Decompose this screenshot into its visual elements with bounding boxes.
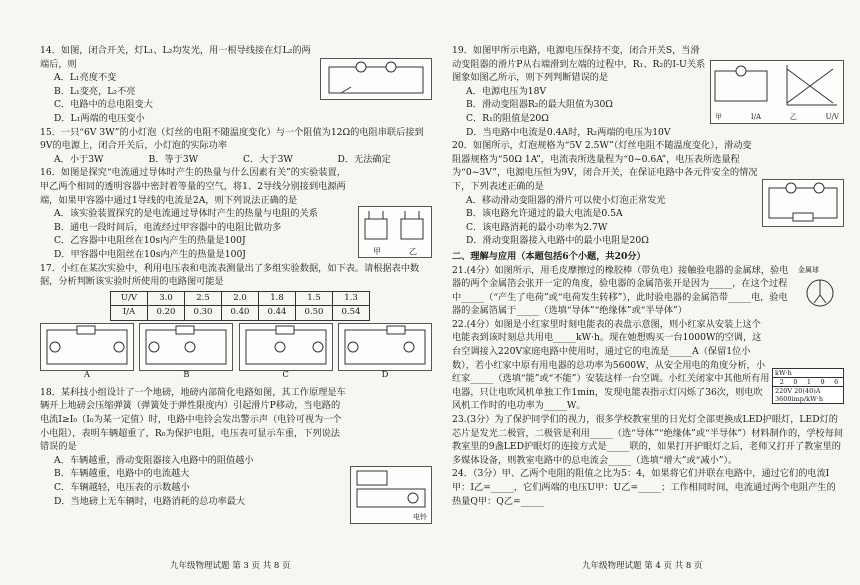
- circuit-diagram-d: [338, 323, 432, 381]
- option-b: B．L₁变亮，L₂不亮: [54, 85, 136, 97]
- question-16: [40, 166, 432, 261]
- option-b: B．车辆越重，电路中的电流越大: [54, 468, 190, 480]
- option-a: A．电源电压为18V: [466, 85, 547, 97]
- weighbridge-figure: [350, 466, 432, 524]
- table-cell: 0.50: [296, 306, 333, 321]
- option-d: D．甲容器中电阻丝在10s内产生的热量是100J: [54, 248, 246, 260]
- page-footer-left: 九年级物理试题 第 3 页 共 8 页: [170, 561, 291, 571]
- question-23: 23.(3分）为了保护同学们的视力，很多学校教室里的日光灯全部更换成LED护眼灯，LED灯的芯片是发光二极管，二极管是利用_____（选“导体”“绝缘体”或“半导体”）材料制作的，学校每间教室里的9盏LED护眼灯的连接方式是_____联的，如果打开护眼灯之后，老师又打开了教室里的多媒体设备，则教室电路中的总电流会_____（选填“增大”或“减小”）。: [452, 414, 844, 466]
- question-19: [452, 44, 844, 139]
- table-cell: 0.40: [222, 306, 259, 321]
- table-cell: U/V: [111, 291, 148, 306]
- question-stem: 20．如图所示，灯泡规格为“5V 2.5W”（灯丝电阻不随温度变化），滑动变阻器规格为“50Ω 1A”，电流表所选量程为“0~0.6A”，电压表所选量程为“0~3V”，电源电压恒为9V，闭合开关，在保证电路中各元件安全的情况下，下列表述正确的是: [452, 140, 758, 192]
- question-24: 24．（3分）甲、乙两个电阻的阻值之比为5：4，如果将它们并联在电路中，通过它们的电流I甲：I乙=_____，它们两端的电压U甲：U乙=_____；工作相同时间，电流通过两个电阻产生的热量Q甲：Q乙=_____: [452, 468, 836, 507]
- option-b: B．该电路允许通过的最大电流是0.5A: [466, 208, 623, 220]
- table-cell: 1.5: [296, 291, 333, 306]
- page-4-column: [452, 44, 844, 508]
- page-footer-right: 九年级物理试题 第 4 页 共 8 页: [582, 561, 703, 571]
- option-c: C．大于3W: [243, 153, 293, 165]
- question-22: [452, 318, 844, 413]
- option-c: C．该电路消耗的最小功率为2.7W: [466, 221, 608, 233]
- option-c: C．电路中的总电阻变大: [54, 99, 153, 111]
- question-15: [40, 126, 432, 167]
- question-stem: 22.(4分）如图是小红家里时刻电能表的表盘示意图，则小红家从安装上这个电能表到该时刻总共用电_____kW·h。现在她想购买一台1000W的空调，这台空调接入220V家庭电路中使用时，通过它的电流是_____A（保留1位小数），若小红家中原有用电器的总功率为5600W，从安全用电的角度分析，小红家_____（选填“能”或“不能”）安装这样一台空调。小红关闭家中其他所有用电器，只让电吹风机单独工作1min，发现电能表指示灯闪烁了36次，则电吹风机工作时的电功率为_____W。: [452, 318, 770, 412]
- table-cell: 0.44: [259, 306, 296, 321]
- table-cell: 2.5: [185, 291, 222, 306]
- circuit-diagram-c: [239, 323, 333, 381]
- question-18: [40, 386, 432, 524]
- question-stem: 21.(4分）如图所示，用毛皮摩擦过的橡胶棒（带负电）接触验电器的金属球，验电器的两个金属箔会张开一定的角度，验电器的金属箔张开是因为_____，在这个过程中_____（“产生了电荷”或“电荷发生转移”），此时验电器的金属箔带_____电，验电器的金属箔属于_____（选填“导体”“绝缘体”或“半导体”）: [452, 264, 789, 317]
- question-stem: 14．如图，闭合开关，灯L₁、L₂均发光，用一根导线接在灯L₂的两端后，则: [40, 45, 311, 70]
- question-20: [452, 139, 844, 248]
- option-a: A．该实验装置探究的是电流通过导体时产生的热量与电阻的关系: [54, 208, 318, 220]
- question-stem: 18．某科技小组设计了一个地磅，地磅内部简化电路如图，其工作原理是车辆开上地磅会压缩弹簧（弹簧处于弹性限度内）引起滑片P移动，当电路的电流I≥I₀（I₀为某一定值）时，电路中电铃会发出警示声（电铃可视为一个小电阻），表明车辆超重了，R₀为保护电阻，电压表可显示车重，下列说法错误的是: [40, 386, 346, 453]
- option-a: A．小于3W: [54, 153, 104, 165]
- option-b: B．滑动变阻器R₂的最大阻值为30Ω: [466, 99, 613, 111]
- option-a: A．移动滑动变阻器的滑片可以使小灯泡正常发光: [466, 194, 666, 206]
- axis-label-u: U/V: [825, 113, 839, 121]
- circuit-label: D: [381, 370, 389, 381]
- axis-label-i: I/A: [750, 113, 762, 121]
- meter-unit: kW·h: [775, 368, 792, 377]
- option-a: A．L₁亮度不变: [54, 72, 117, 84]
- question-stem: 19．如图甲所示电路，电源电压保持不变，闭合开关S，当滑动变阻器的滑片P从右端滑到左端的过程中，R₁、R₂的I-U关系图象如图乙所示，则下列判断错误的是: [452, 45, 706, 84]
- meter-digit: 9: [820, 377, 825, 386]
- question-stem: 16．如图是探究“电流通过导体时产生的热量与什么因素有关”的实验装置，甲乙两个相同的透明容器中密封着等量的空气，将1、2导线分别接到电源两端，如果甲容器中通过1导线的电流是2A，则下列说法正确的是: [40, 167, 346, 206]
- question-stem: 15．一只“6V 3W”的小灯泡（灯丝的电阻不随温度变化）与一个阻值为12Ω的电阻串联后接到9V的电源上，闭合开关后，小灯泡的实际功率: [40, 126, 424, 152]
- heating-container-figure: [358, 206, 432, 258]
- bulb-circuit-figure: [320, 58, 432, 100]
- table-cell: 0.54: [333, 306, 370, 321]
- meter-digit: 6: [834, 377, 839, 386]
- question-14: [40, 44, 432, 126]
- circuit-label: C: [282, 370, 289, 381]
- table-cell: 2.0: [222, 291, 259, 306]
- meter-constant: 3600imp/kW·h: [775, 394, 824, 403]
- option-c: C．车辆越轻，电压表的示数越小: [54, 482, 190, 494]
- meter-rating: 220V 20(40)A: [775, 386, 821, 395]
- electricity-meter: [772, 368, 844, 404]
- question-stem: 17．小红在某次实验中，利用电压表和电流表测量出了多组实验数据，如下表。请根据表中数据，分析判断该实验时所使用的电路图可能是: [40, 262, 420, 288]
- meter-digit: 0: [793, 377, 798, 386]
- circuit-diagram-a: [40, 323, 134, 381]
- table-cell: I/A: [111, 306, 148, 321]
- iu-graph-figure: [710, 60, 844, 124]
- table-cell: 0.20: [148, 306, 185, 321]
- meter-digits: [773, 377, 843, 387]
- table-row: [111, 306, 370, 321]
- option-a: A．车辆越重，滑动变阻器接入电路中的阻值越小: [54, 454, 254, 466]
- meter-digit: 2: [779, 377, 784, 386]
- option-b: B．等于3W: [148, 153, 199, 165]
- meter-digit: 1: [806, 377, 812, 386]
- metal-ball-label: 金属球: [798, 265, 819, 274]
- electroscope-figure: [798, 264, 844, 308]
- option-c: C．R₁的阻值是20Ω: [466, 112, 549, 124]
- option-d: D．无法确定: [337, 153, 391, 165]
- figure-label-jia: 甲: [715, 113, 722, 121]
- lamp-rheostat-figure: [762, 179, 844, 227]
- figure-label-jia: 甲: [373, 247, 381, 257]
- figure-label-yi: 乙: [409, 247, 417, 257]
- circuit-options: [40, 323, 432, 381]
- option-d: D．滑动变阻器接入电路中的最小电阻是20Ω: [466, 235, 649, 247]
- option-d: D．当地磅上无车辆时，电路消耗的总功率最大: [54, 495, 246, 507]
- table-cell: 1.8: [259, 291, 296, 306]
- circuit-label: B: [183, 370, 190, 381]
- option-c: C．乙容器中电阻丝在10s内产生的热量是100J: [54, 235, 246, 247]
- option-d: D．L₁两端的电压变小: [54, 112, 145, 124]
- circuit-label: A: [83, 370, 91, 381]
- circuit-diagram-b: [139, 323, 233, 381]
- bell-label: 电铃: [413, 512, 427, 521]
- option-b: B．通电一段时间后，电流经过甲容器中的电阻比做功多: [54, 221, 282, 233]
- option-d: D．当电路中电流是0.4A时，R₂两端的电压为10V: [466, 126, 671, 138]
- table-cell: 0.30: [185, 306, 222, 321]
- table-cell: 1.3: [333, 291, 370, 306]
- table-row: [111, 291, 370, 306]
- page-3-column: [40, 44, 432, 524]
- section-heading: 二、理解与应用（本题包括6个小题，共20分）: [452, 250, 646, 262]
- question-21: [452, 264, 844, 318]
- figure-label-yi: 乙: [789, 113, 797, 121]
- measurement-table: [110, 291, 370, 321]
- table-cell: 3.0: [148, 291, 185, 306]
- question-17: [40, 262, 432, 386]
